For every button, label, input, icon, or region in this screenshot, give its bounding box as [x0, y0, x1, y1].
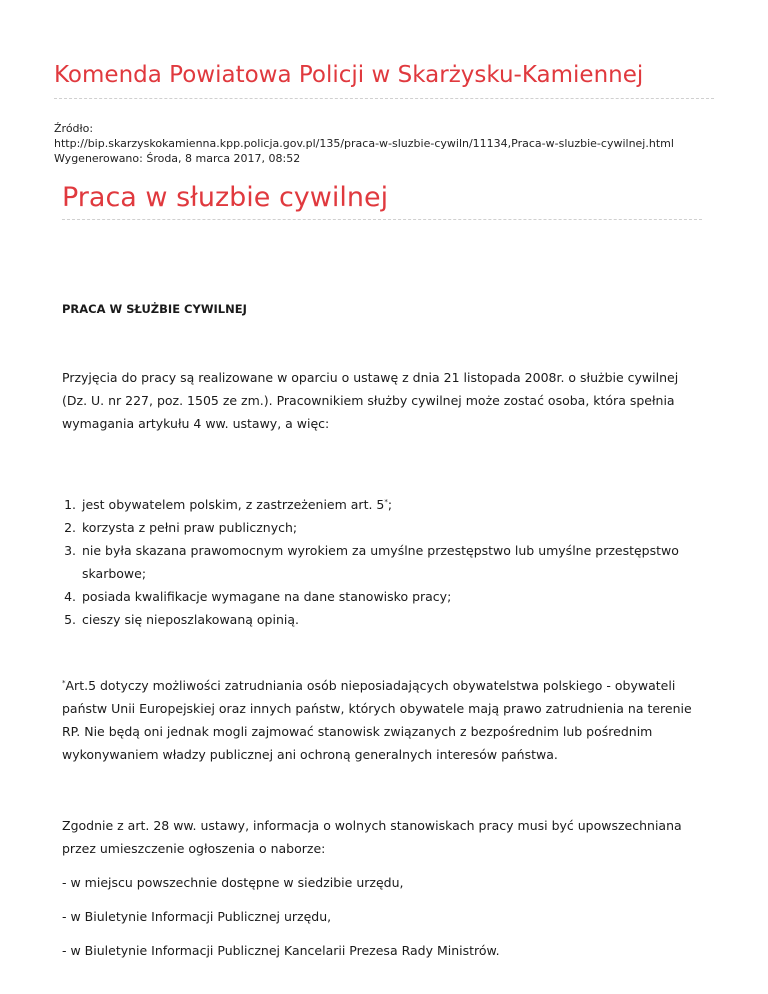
list-item: 5. cieszy się nieposzlakowaną opinią. [80, 608, 702, 631]
art28-paragraph: Zgodnie z art. 28 ww. ustawy, informacja o wolnych stanowiskach pracy musi być upowszechniana przez umieszczenie ogłoszenia o naborze: [62, 818, 682, 856]
place-item: - w Biuletynie Informacji Publicznej urzędu, [62, 909, 332, 924]
article-body [62, 298, 702, 962]
site-title: Komenda Powiatowa Policji w Skarżysku-Kamiennej [54, 62, 644, 88]
list-item: 1. jest obywatelem polskim, z zastrzeżeniem art. 5*; [80, 493, 702, 516]
header-divider [54, 98, 714, 99]
generated-timestamp: Wygenerowano: Środa, 8 marca 2017, 08:52 [54, 152, 301, 165]
place-item: - w Biuletynie Informacji Publicznej Kancelarii Prezesa Rady Ministrów. [62, 943, 500, 958]
footnote-marker: * [384, 497, 388, 506]
requirements-list [62, 493, 702, 631]
page-title: Praca w słuzbie cywilnej [62, 182, 389, 213]
document-meta [54, 121, 674, 166]
article-heading: PRACA W SŁUŻBIE CYWILNEJ [62, 302, 247, 316]
title-divider [62, 219, 702, 220]
list-item: 3. nie była skazana prawomocnym wyrokiem za umyślne przestępstwo lub umyślne przestępstwo skarbowe; [80, 539, 702, 585]
source-url[interactable]: http://bip.skarzyskokamienna.kpp.policja.gov.pl/135/praca-w-sluzbie-cywiln/11134,Praca-w-sluzbie-cywilnej.html [54, 137, 674, 150]
list-item: 4. posiada kwalifikacje wymagane na dane stanowisko pracy; [80, 585, 702, 608]
footnote-paragraph: *Art.5 dotyczy możliwości zatrudniania osób nieposiadających obywatelstwa polskiego - obywateli państw Unii Europejskiej oraz innych państw, których obywatele mają prawo zatrudnienia na terenie RP. Nie będą oni jednak mogli zajmować stanowisk związanych z bezpośrednim lub pośrednim wykonywaniem władzy publicznej ani ochroną generalnych interesów państwa. [62, 678, 692, 762]
list-item: 2. korzysta z pełni praw publicznych; [80, 516, 702, 539]
intro-paragraph: Przyjęcia do pracy są realizowane w oparciu o ustawę z dnia 21 listopada 2008r. o służbie cywilnej (Dz. U. nr 227, poz. 1505 ze zm.). Pracownikiem służby cywilnej może zostać osoba, która spełnia wymagania artykułu 4 ww. ustawy, a więc: [62, 370, 679, 431]
place-item: - w miejscu powszechnie dostępne w siedzibie urzędu, [62, 875, 404, 890]
footnote-marker: * [62, 678, 66, 687]
source-label: Źródło: [54, 122, 94, 135]
